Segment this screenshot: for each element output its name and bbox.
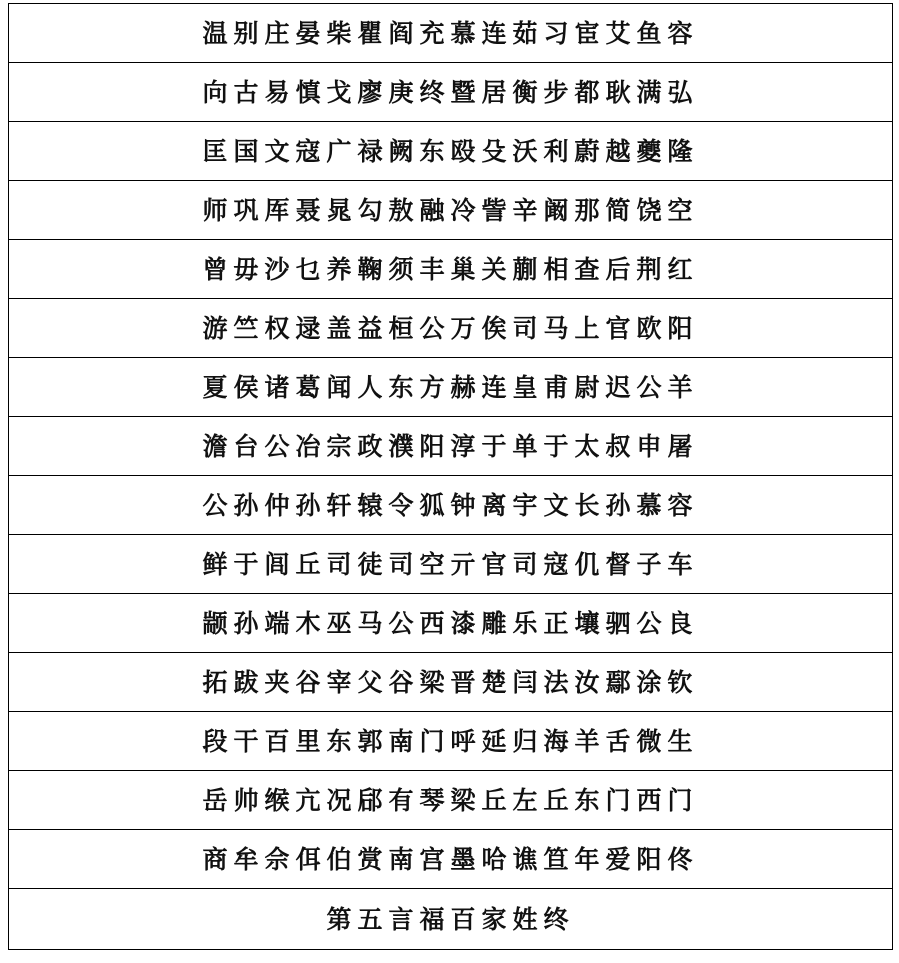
poem-line: 夏侯诸葛闻人东方赫连皇甫尉迟公羊 <box>9 358 893 417</box>
table-row <box>9 594 893 653</box>
poem-line: 师巩厍聂晁勾敖融冷訾辛阚那简饶空 <box>9 181 893 240</box>
table-row <box>9 712 893 771</box>
table-row <box>9 299 893 358</box>
table-row <box>9 771 893 830</box>
table-row <box>9 476 893 535</box>
table-row <box>9 122 893 181</box>
poem-table <box>8 3 893 950</box>
poem-line: 商牟佘佴伯赏南宫墨哈谯笪年爱阳佟 <box>9 830 893 889</box>
poem-line: 游竺权逯盖益桓公万俟司马上官欧阳 <box>9 299 893 358</box>
poem-line: 颛孙端木巫马公西漆雕乐正壤驷公良 <box>9 594 893 653</box>
poem-line: 岳帅缑亢况郈有琴梁丘左丘东门西门 <box>9 771 893 830</box>
poem-line: 拓跋夹谷宰父谷梁晋楚闫法汝鄢涂钦 <box>9 653 893 712</box>
table-row <box>9 889 893 950</box>
table-row <box>9 830 893 889</box>
poem-closing-line: 第五言福百家姓终 <box>9 889 893 950</box>
table-row <box>9 653 893 712</box>
poem-line: 曾毋沙乜养鞠须丰巢关蒯相查后荆红 <box>9 240 893 299</box>
table-row <box>9 535 893 594</box>
poem-line: 公孙仲孙轩辕令狐钟离宇文长孙慕容 <box>9 476 893 535</box>
poem-line: 温别庄晏柴瞿阎充慕连茹习宦艾鱼容 <box>9 4 893 63</box>
table-row <box>9 240 893 299</box>
table-row <box>9 417 893 476</box>
table-row <box>9 63 893 122</box>
poem-line: 段干百里东郭南门呼延归海羊舌微生 <box>9 712 893 771</box>
poem-line: 澹台公冶宗政濮阳淳于单于太叔申屠 <box>9 417 893 476</box>
table-row <box>9 358 893 417</box>
table-row <box>9 4 893 63</box>
poem-line: 鲜于闾丘司徒司空亓官司寇仉督子车 <box>9 535 893 594</box>
poem-line: 匡国文寇广禄阙东殴殳沃利蔚越夔隆 <box>9 122 893 181</box>
poem-line: 向古易慎戈廖庚终暨居衡步都耿满弘 <box>9 63 893 122</box>
table-row <box>9 181 893 240</box>
